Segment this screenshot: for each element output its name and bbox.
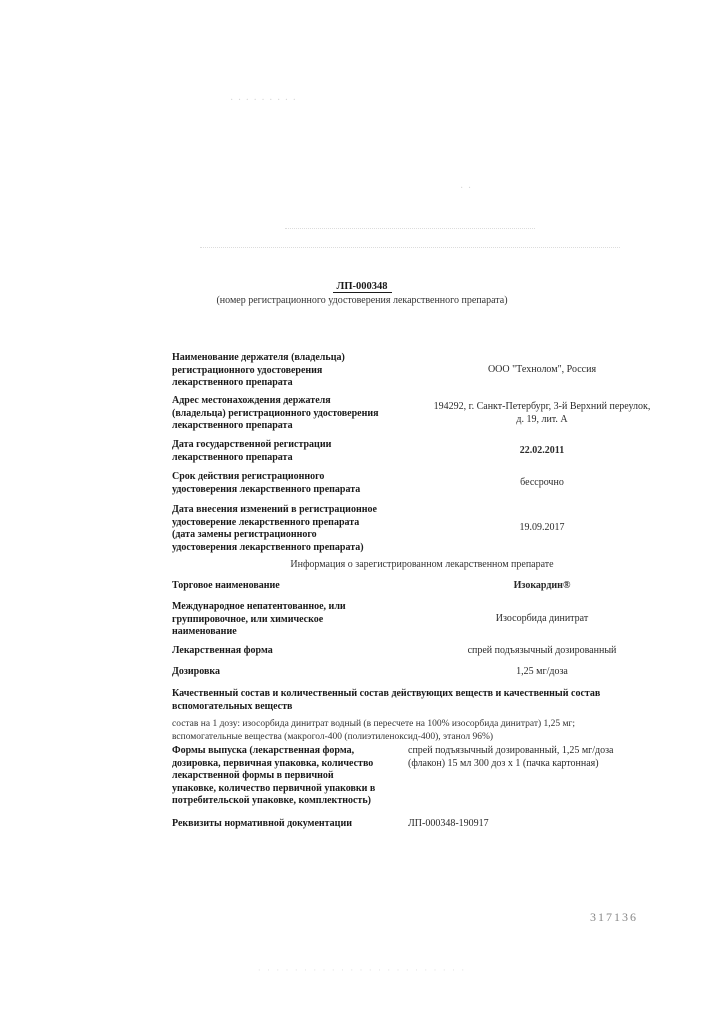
holder-address-value — [412, 401, 672, 426]
page-number: 317136 — [590, 910, 638, 924]
value-line: спрей подъязычный дозированный — [467, 645, 617, 656]
label-line: Срок действия регистрационного — [172, 471, 325, 482]
value-line: 19.09.2017 — [519, 522, 565, 533]
label-line: удостоверения лекарственного препарата — [172, 483, 361, 495]
label-line: лекарственного препарата — [172, 420, 293, 431]
registration-number — [0, 281, 724, 292]
label-line: Наименование держателя (владельца) — [172, 352, 345, 363]
label-line: Дата государственной регистрации — [172, 439, 332, 450]
composition-text-line: вспомогательные вещества (макрогол-400 (полиэтиленоксид-400), этанол 96%) — [172, 731, 494, 742]
composition-text — [172, 718, 692, 743]
faint-footer-line: · · · · · · · · · · · · · · · · · · · · · · · — [257, 965, 467, 975]
trade-name-label — [172, 580, 407, 593]
value-line: бессрочно — [520, 477, 564, 488]
release-forms-label — [172, 745, 407, 808]
value-line: (флакон) 15 мл 300 доз x 1 (пачка картонная) — [408, 757, 599, 769]
faint-subtitle-line — [200, 247, 620, 248]
holder-name-label — [172, 352, 407, 390]
composition-title — [172, 688, 692, 713]
label-line: дозировка, первичная упаковка, количество — [172, 757, 374, 769]
label-line: лекарственного препарата — [172, 377, 293, 388]
value-line: 1,25 мг/доза — [516, 666, 568, 677]
value-line: 194292, г. Санкт-Петербург, 3-й Верхний переулок, — [433, 401, 651, 412]
label-line: лекарственной формы в первичной — [172, 770, 334, 781]
value-line: спрей подъязычный дозированный, 1,25 мг/доза — [408, 745, 614, 756]
dosage-form-value — [412, 645, 672, 658]
label-line: Дозировка — [172, 666, 220, 677]
holder-address-label — [172, 395, 407, 433]
label-line: регистрационного удостоверения — [172, 364, 323, 376]
label-line: Адрес местонахождения держателя — [172, 395, 331, 406]
label-line: Дата внесения изменений в регистрационное — [172, 504, 377, 515]
composition-text-line: состав на 1 дозу: изосорбида динитрат водный (в пересчете на 100% изосорбида динитрат) 1,25 мг; — [172, 719, 576, 729]
release-forms-value — [408, 745, 668, 770]
registration-number-value: ЛП-000348 — [333, 281, 392, 293]
registration-caption: (номер регистрационного удостоверения лекарственного препарата) — [216, 295, 508, 306]
label-line: лекарственного препарата — [172, 451, 293, 463]
info-caption: Информация о зарегистрированном лекарственном препарате — [290, 559, 554, 570]
label-line: Формы выпуска (лекарственная форма, — [172, 745, 355, 756]
inn-label — [172, 601, 407, 639]
label-line: удостоверения лекарственного препарата) — [172, 541, 364, 553]
holder-name-value — [412, 364, 672, 377]
dosage-value — [412, 666, 672, 679]
label-line: Международное непатентованное, или — [172, 601, 346, 612]
label-line: потребительской упаковке, комплектность) — [172, 795, 371, 806]
value-line: 22.02.2011 — [519, 445, 565, 456]
label-line: Лекарственная форма — [172, 645, 273, 656]
value-line: Изосорбида динитрат — [495, 613, 589, 624]
faint-title-line — [285, 228, 535, 229]
label-line: группировочное, или химическое — [172, 613, 324, 625]
composition-title-line: вспомогательных веществ — [172, 700, 293, 712]
label-line: Торговое наименование — [172, 580, 280, 591]
validity-value — [412, 477, 672, 490]
label-line: удостоверение лекарственного препарата — [172, 516, 360, 528]
normative-docs-value: ЛП-000348-190917 — [408, 818, 489, 829]
normative-docs-label: Реквизиты нормативной документации — [172, 818, 352, 829]
label-line: (владельца) регистрационного удостоверения — [172, 407, 379, 419]
registration-date-label — [172, 439, 407, 464]
value-line: ООО "Технолом", Россия — [487, 364, 597, 375]
value-line: Изокардин® — [513, 580, 571, 591]
label-line: наименование — [172, 626, 237, 637]
change-date-value — [412, 522, 672, 535]
registration-date-value — [412, 445, 672, 458]
change-date-label — [172, 504, 407, 554]
inn-value — [412, 613, 672, 626]
faint-header-line: · · · · · · · · · — [230, 95, 297, 106]
faint-mark: · · — [460, 183, 473, 194]
validity-label — [172, 471, 407, 496]
dosage-label — [172, 666, 407, 679]
value-line: д. 19, лит. А — [516, 413, 568, 425]
trade-name-value — [412, 580, 672, 593]
dosage-form-label — [172, 645, 407, 658]
composition-title-line: Качественный состав и количественный состав действующих веществ и качественный состав — [172, 688, 601, 699]
label-line: (дата замены регистрационного — [172, 529, 317, 540]
label-line: упаковке, количество первичной упаковки в — [172, 782, 376, 794]
